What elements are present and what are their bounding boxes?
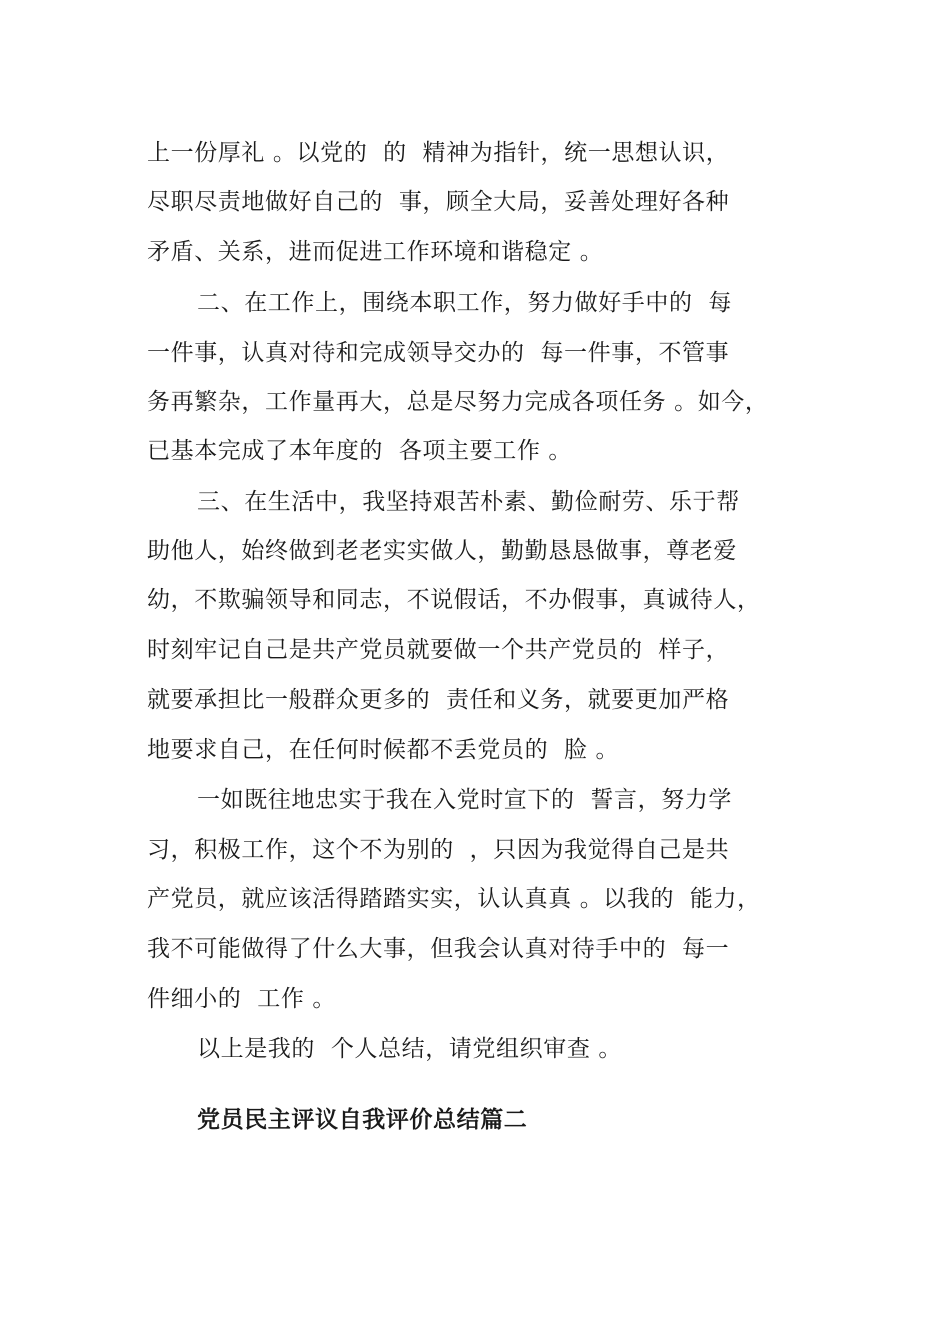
- text-line: 务再繁杂，工作量再大，总是尽努力完成各项任务 。如今，: [147, 389, 769, 415]
- text-line: 上一份厚礼 。以党的 的 精神为指针，统一思想认识，: [147, 140, 730, 166]
- text-line: 以上是我的 个人总结，请党组织审查 。: [197, 1036, 622, 1062]
- text-line: 就要承担比一般群众更多的 责任和义务，就要更加严格: [147, 687, 730, 713]
- text-line: 矛盾、关系，进而促进工作环境和谐稳定 。: [147, 239, 604, 265]
- text-line: 已基本完成了本年度的 各项主要工作 。: [147, 438, 572, 464]
- text-line: 二、在工作上，围绕本职工作，努力做好手中的 每: [197, 290, 733, 316]
- text-line: 幼，不欺骗领导和同志，不说假话，不办假事，真诚待人，: [147, 587, 761, 613]
- text-line: 一件事，认真对待和完成领导交办的 每一件事，不管事: [147, 340, 730, 366]
- section-heading: 党员民主评议自我评价总结篇二: [197, 1107, 528, 1133]
- text-line: 产党员，就应该活得踏踏实实，认认真真 。以我的 能力，: [147, 886, 761, 912]
- text-line: 我不可能做得了什么大事，但我会认真对待手中的 每一: [147, 936, 730, 962]
- text-line: 件细小的 工作 。: [147, 986, 336, 1012]
- text-line: 一如既往地忠实于我在入党时宣下的 誓言，努力学: [197, 787, 733, 813]
- text-line: 三、在生活中，我坚持艰苦朴素、勤俭耐劳、乐于帮: [197, 489, 740, 515]
- text-line: 习，积极工作，这个不为别的 ，只因为我觉得自己是共: [147, 837, 730, 863]
- text-line: 助他人，始终做到老老实实做人，勤勤恳恳做事，尊老爱: [147, 538, 737, 564]
- text-line: 尽职尽责地做好自己的 事，顾全大局，妥善处理好各种: [147, 189, 730, 215]
- text-line: 时刻牢记自己是共产党员就要做一个共产党员的 样子，: [147, 637, 730, 663]
- text-line: 地要求自己，在任何时候都不丢党员的 脸 。: [147, 737, 620, 763]
